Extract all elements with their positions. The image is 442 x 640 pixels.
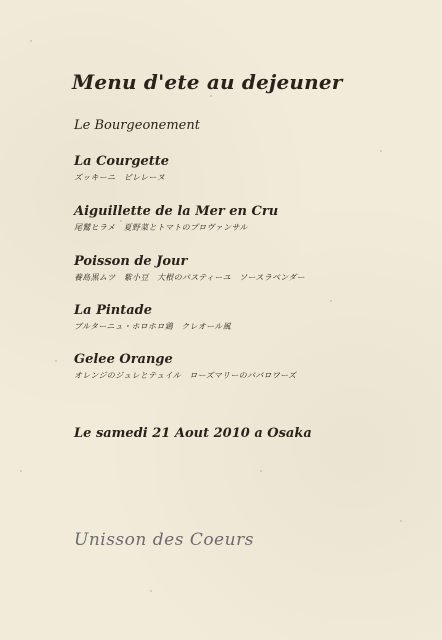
course-name: Poisson de Jour [74, 254, 188, 269]
paper-speck [55, 360, 57, 362]
course-description: ズッキーニ ピレレーヌ [74, 173, 166, 182]
paper-speck [30, 40, 32, 42]
course-description: ブルターニュ・ホロホロ鶏 クレオール風 [74, 322, 231, 331]
course-item [74, 352, 296, 382]
course-name: La Courgette [74, 154, 170, 169]
paper-speck [210, 95, 212, 97]
paper-speck [400, 520, 402, 522]
course-description: 尾鷲ヒラメ 夏野菜とトマトのプロヴァンサル [74, 223, 248, 232]
paper-speck [380, 150, 382, 152]
course-name: La Pintade [74, 303, 153, 318]
event-date: Le samedi 21 Aout 2010 a Osaka [74, 426, 312, 441]
course-name: Aiguillette de la Mer en Cru [74, 204, 279, 219]
course-description: 養島黒ムツ 紫小豆 大根のパスティーユ ソースラベンダー [74, 273, 305, 282]
course-item [74, 254, 305, 284]
course-item [74, 154, 169, 184]
signature: Unisson des Coeurs [74, 530, 254, 550]
paper-speck [260, 470, 262, 472]
menu-title: Menu d'ete au dejeuner [72, 70, 343, 94]
paper-speck [20, 470, 22, 472]
paper-speck [330, 300, 332, 302]
intro-course: Le Bourgeonement [74, 118, 200, 133]
course-item [74, 204, 278, 234]
paper-speck [150, 590, 152, 592]
course-item [74, 303, 231, 333]
course-description: オレンジのジュレとテュイル ローズマリーのババロワーズ [74, 371, 297, 380]
course-name: Gelee Orange [74, 352, 173, 367]
